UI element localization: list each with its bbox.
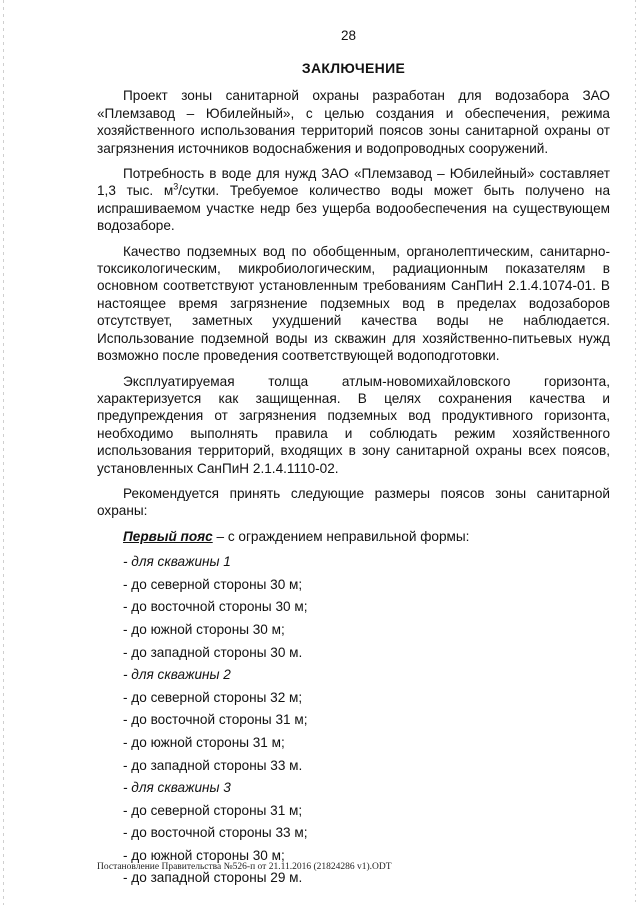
- well-1-label: - для скважины 1: [123, 554, 231, 570]
- well-2-west: - до западной стороны 33 м.: [123, 757, 303, 773]
- water-demand-text-b: /сутки. Требуемое количество воды может быть получено на испрашиваемом участке недр без ущерба водообеспечения на существующем водозаборе.: [97, 183, 611, 234]
- paragraph-water-demand: [97, 165, 610, 235]
- scan-edge-left: [3, 0, 4, 905]
- section-title: ЗАКЛЮЧЕНИЕ: [301, 60, 406, 76]
- well-2-east: - до восточной стороны 31 м;: [123, 712, 308, 728]
- well-3-west: - до западной стороны 29 м.: [123, 870, 303, 886]
- paragraph-aquifer-protection: Эксплуатируемая толща атлым-новомихайловского горизонта, характеризуется как защищенная. В целях сохранения качества и предупреждения от загрязнения подземных вод продуктивного горизонта, необходимо выполнять правила и соблюдать режим хозяйственного использования территорий, входящих в зону санитарной охраны всех поясов, установленных СанПиН 2.1.4.1110-02.: [97, 373, 610, 476]
- paragraph-purpose: Проект зоны санитарной охраны разработан для водозабора ЗАО «Племзавод – Юбилейный», с целью создания и обеспечения, режима хозяйственного использования территорий поясов зоны санитарной охраны от загрязнения источников водоснабжения и водопроводных сооружений.: [97, 88, 610, 156]
- well-2-north: - до северной стороны 32 м;: [123, 689, 303, 705]
- well-2-south: - до южной стороны 31 м;: [123, 734, 285, 750]
- scan-edge-right: [635, 0, 636, 905]
- paragraph-water-quality: Качество подземных вод по обобщенным, органолептическим, санитарно-токсикологическим, микробиологическим, радиационным показателям в основном соответствуют установленным требованиям СанПиН 2.1.4.1074-01. В настоящее время загрязнение подземных вод в пределах водозаборов отсутствует, заметных ухудшений качества воды не наблюдается. Использование подземной воды из скважин для хозяйственно-питьевых нужд возможно после проведения соответствующей водоподготовки.: [97, 243, 610, 364]
- first-belt-heading: [123, 528, 610, 545]
- well-1-south: - до южной стороны 30 м;: [123, 621, 285, 637]
- well-1-west: - до западной стороны 30 м.: [123, 644, 303, 660]
- well-3-north: - до северной стороны 31 м;: [123, 802, 303, 818]
- page-number: 28: [340, 28, 357, 43]
- cubic-superscript: 3: [173, 181, 179, 192]
- well-2-block: [97, 666, 610, 774]
- well-3-south: - до южной стороны 30 м;: [123, 847, 285, 863]
- well-3-label: - для скважины 3: [123, 780, 231, 796]
- well-1-north: - до северной стороны 30 м;: [123, 576, 303, 592]
- well-1-block: [97, 553, 610, 661]
- document-footer: Постановление Правительства №526-п от 21.11.2016 (21824286 v1).ODT: [97, 862, 392, 872]
- paragraph-recommendation: Рекомендуется принять следующие размеры поясов зоны санитарной охраны:: [97, 485, 610, 519]
- first-belt-description: – с ограждением неправильной формы:: [212, 528, 470, 544]
- well-2-label: - для скважины 2: [123, 667, 231, 683]
- document-body: [97, 54, 610, 892]
- well-1-east: - до восточной стороны 30 м;: [123, 599, 308, 615]
- first-belt-label: Первый пояс: [123, 528, 213, 544]
- water-demand-text-a: Потребность в воде для нужд ЗАО «Племзавод – Юбилейный» составляет 1,3 тыс. м: [97, 166, 610, 199]
- well-3-east: - до восточной стороны 33 м;: [123, 825, 308, 841]
